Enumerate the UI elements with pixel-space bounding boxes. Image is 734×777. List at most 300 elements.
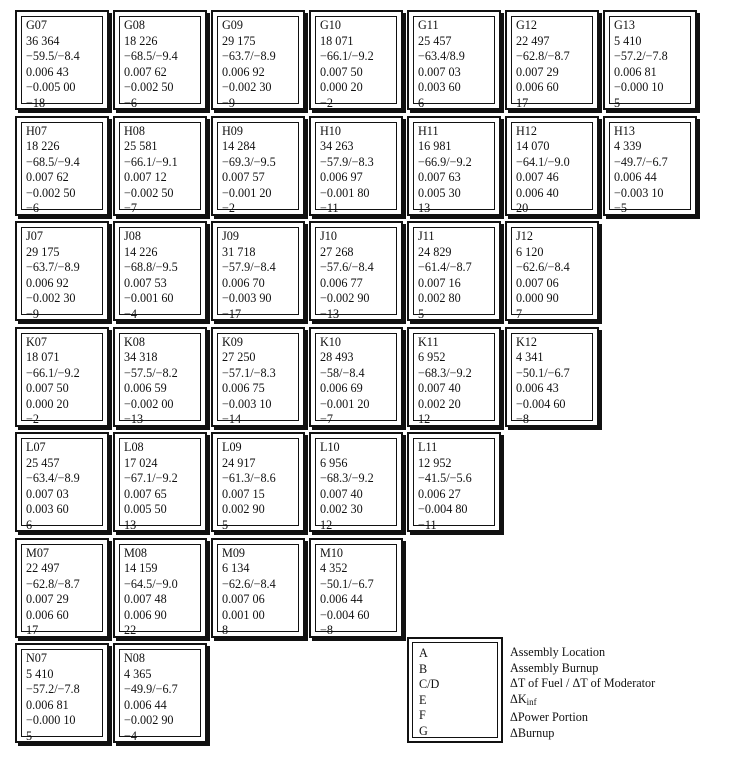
assembly-cell-inner — [21, 333, 103, 426]
assembly-cell — [15, 221, 109, 321]
assembly-value: −13 — [320, 306, 340, 321]
kinf-subscript: inf — [526, 696, 537, 707]
assembly-cell-inner — [217, 438, 299, 532]
assembly-value: 0.007 03 — [418, 64, 461, 79]
assembly-value: 0.007 65 — [124, 486, 167, 501]
assembly-value: 14 159 — [124, 561, 158, 575]
assembly-value: 0.006 44 — [320, 592, 363, 606]
assembly-cell — [211, 432, 305, 532]
assembly-value: −57.9/−8.3 — [320, 154, 374, 169]
assembly-cell-inner — [217, 544, 299, 637]
assembly-value: −0.004 80 — [418, 502, 468, 516]
assembly-cell — [309, 221, 403, 321]
assembly-cell-inner — [21, 649, 103, 743]
assembly-cell — [407, 10, 501, 110]
assembly-cell — [407, 432, 501, 532]
assembly-location: H09 — [222, 123, 243, 138]
assembly-cell — [309, 327, 403, 427]
assembly-value: −0.002 90 — [320, 291, 370, 305]
assembly-value: 0.007 03 — [26, 486, 69, 501]
assembly-value: 0.007 06 — [222, 592, 265, 606]
assembly-value: 17 — [26, 623, 39, 637]
assembly-value: 0.007 40 — [320, 486, 363, 501]
assembly-value: 0.007 16 — [418, 275, 461, 290]
assembly-cell — [113, 432, 207, 532]
assembly-value: −11 — [418, 517, 437, 532]
assembly-location: M07 — [26, 545, 50, 560]
assembly-value: 18 071 — [320, 33, 354, 48]
assembly-value: 14 070 — [516, 139, 550, 153]
assembly-value: −7 — [124, 201, 137, 215]
assembly-value: 0.007 29 — [516, 64, 559, 79]
assembly-map-grid — [15, 10, 701, 745]
assembly-value: −62.6/−8.4 — [222, 576, 276, 591]
assembly-location: K12 — [516, 334, 537, 349]
assembly-value: 0.006 60 — [26, 607, 69, 622]
assembly-value: −11 — [320, 201, 339, 215]
assembly-value: 6 — [418, 95, 425, 110]
legend-key-box — [407, 637, 503, 743]
assembly-location: N08 — [124, 651, 145, 665]
assembly-value: 0.007 62 — [124, 64, 167, 79]
assembly-value: −0.005 00 — [26, 80, 76, 94]
assembly-value: −0.002 90 — [124, 713, 174, 727]
assembly-value: 29 175 — [222, 33, 256, 48]
assembly-cell — [407, 116, 501, 216]
assembly-value: −63.7/−8.9 — [26, 260, 80, 274]
assembly-value: 5 — [222, 517, 229, 532]
assembly-cell-inner — [217, 122, 299, 215]
assembly-value: 0.006 69 — [320, 381, 363, 395]
assembly-cell — [505, 116, 599, 216]
assembly-value: −68.3/−9.2 — [418, 365, 472, 380]
assembly-value: −62.8/−8.7 — [26, 576, 80, 591]
assembly-value: 6 952 — [418, 350, 446, 364]
assembly-location: M09 — [222, 545, 246, 560]
assembly-cell-inner — [119, 544, 201, 637]
assembly-value: −9 — [26, 306, 39, 321]
assembly-value: 27 250 — [222, 350, 256, 364]
assembly-cell-inner — [21, 122, 103, 215]
assembly-value: 0.006 43 — [516, 381, 559, 395]
legend-desc-kinf — [510, 692, 655, 711]
assembly-value: −7 — [320, 412, 333, 426]
assembly-value: 0.000 20 — [26, 396, 69, 411]
assembly-value: 13 — [418, 201, 431, 215]
assembly-value: −57.1/−8.3 — [222, 365, 276, 380]
assembly-value: −0.004 60 — [320, 607, 370, 622]
assembly-value: 0.006 77 — [320, 275, 363, 290]
assembly-cell-inner — [609, 16, 691, 110]
assembly-cell — [603, 10, 697, 110]
assembly-value: −50.1/−6.7 — [320, 576, 374, 591]
assembly-location: K11 — [418, 334, 439, 349]
assembly-value: 0.007 63 — [418, 170, 461, 184]
assembly-cell-inner — [119, 333, 201, 426]
assembly-value: 0.006 92 — [26, 275, 69, 290]
assembly-value: 18 226 — [124, 33, 158, 48]
assembly-value: −64.5/−9.0 — [124, 576, 178, 591]
legend-desc-location: Assembly Location — [510, 645, 606, 659]
assembly-location: L11 — [418, 440, 438, 454]
assembly-cell — [113, 643, 207, 743]
assembly-value: −17 — [222, 306, 242, 321]
assembly-value: −8 — [320, 623, 333, 637]
assembly-value: 0.007 46 — [516, 170, 559, 184]
assembly-value: 0.006 44 — [614, 170, 657, 184]
assembly-location: G07 — [26, 18, 47, 32]
assembly-cell — [309, 10, 403, 110]
assembly-value: 6 956 — [320, 455, 348, 470]
assembly-value: −59.5/−8.4 — [26, 49, 80, 63]
assembly-value: 4 365 — [124, 666, 152, 681]
assembly-value: −66.1/−9.2 — [320, 49, 374, 63]
assembly-value: −41.5/−5.6 — [418, 471, 472, 485]
assembly-value: 0.007 40 — [418, 381, 461, 395]
assembly-value: 4 352 — [320, 561, 348, 575]
assembly-location: K08 — [124, 334, 145, 349]
legend-key: A — [419, 646, 428, 660]
assembly-value: 0.006 43 — [26, 64, 69, 79]
assembly-value: 0.006 60 — [516, 80, 559, 94]
assembly-value: 0.007 12 — [124, 170, 167, 184]
assembly-value: 28 493 — [320, 350, 354, 364]
assembly-cell — [407, 327, 501, 427]
assembly-cell — [15, 327, 109, 427]
assembly-value: 5 410 — [26, 666, 54, 681]
assembly-value: 0.007 50 — [26, 381, 69, 395]
assembly-cell-inner — [21, 438, 103, 532]
assembly-value: 0.000 20 — [320, 80, 363, 94]
assembly-cell-inner — [315, 544, 397, 637]
assembly-value: 8 — [222, 623, 229, 637]
assembly-value: −0.004 60 — [516, 396, 566, 411]
legend-key-inner — [412, 642, 498, 738]
assembly-value: −63.7/−8.9 — [222, 49, 276, 63]
assembly-value: 18 071 — [26, 350, 60, 364]
assembly-value: −66.9/−9.2 — [418, 154, 472, 169]
assembly-cell — [505, 221, 599, 321]
assembly-value: −14 — [222, 412, 242, 426]
assembly-value: 4 341 — [516, 350, 544, 364]
assembly-location: L10 — [320, 440, 340, 454]
assembly-value: −68.5/−9.4 — [124, 49, 178, 63]
assembly-value: −57.2/−7.8 — [614, 49, 668, 63]
assembly-value: 0.007 48 — [124, 592, 167, 606]
assembly-cell-inner — [315, 333, 397, 426]
assembly-value: 0.001 00 — [222, 607, 265, 622]
assembly-value: 5 410 — [614, 33, 642, 48]
assembly-cell — [603, 116, 697, 216]
assembly-location: M08 — [124, 545, 148, 560]
assembly-value: −0.001 20 — [320, 396, 370, 411]
assembly-cell — [309, 538, 403, 638]
assembly-value: 22 497 — [26, 561, 60, 575]
assembly-value: 0.007 62 — [26, 170, 69, 184]
assembly-value: −9 — [222, 95, 235, 110]
assembly-value: 0.006 97 — [320, 170, 363, 184]
assembly-value: 6 120 — [516, 244, 544, 259]
assembly-value: 34 263 — [320, 139, 354, 153]
assembly-cell — [505, 10, 599, 110]
assembly-value: 0.007 06 — [516, 275, 559, 290]
assembly-cell — [15, 10, 109, 110]
assembly-cell-inner — [511, 333, 593, 426]
assembly-value: 31 718 — [222, 244, 256, 259]
assembly-value: 0.006 81 — [614, 64, 657, 79]
assembly-value: −62.6/−8.4 — [516, 260, 570, 274]
assembly-value: −67.1/−9.2 — [124, 471, 178, 485]
assembly-value: 5 — [26, 728, 33, 743]
assembly-value: −0.001 20 — [222, 185, 272, 200]
assembly-value: 4 339 — [614, 139, 642, 153]
assembly-cell — [15, 432, 109, 532]
assembly-value: −4 — [124, 728, 137, 743]
assembly-value: −2 — [222, 201, 235, 215]
legend-desc-power: ΔPower Portion — [510, 710, 588, 725]
assembly-value: −5 — [614, 201, 627, 215]
assembly-location: J12 — [516, 229, 533, 243]
assembly-value: 6 134 — [222, 561, 250, 575]
assembly-value: −64.1/−9.0 — [516, 154, 570, 169]
assembly-value: 0.002 90 — [222, 502, 265, 516]
assembly-value: 7 — [516, 306, 523, 321]
assembly-value: −49.7/−6.7 — [614, 154, 668, 169]
assembly-value: 0.006 70 — [222, 275, 265, 290]
assembly-location: K10 — [320, 334, 341, 349]
assembly-value: −58/−8.4 — [320, 365, 365, 380]
assembly-value: −8 — [516, 412, 529, 426]
assembly-cell — [113, 327, 207, 427]
assembly-value: −0.002 50 — [124, 80, 174, 94]
assembly-value: 14 226 — [124, 244, 158, 259]
assembly-value: 0.007 50 — [320, 64, 363, 79]
assembly-location: G11 — [418, 18, 439, 32]
assembly-value: −0.002 30 — [222, 80, 272, 94]
assembly-location: L07 — [26, 440, 46, 454]
assembly-cell-inner — [413, 122, 495, 215]
assembly-value: 6 — [26, 517, 33, 532]
assembly-location: H08 — [124, 123, 145, 138]
assembly-location: M10 — [320, 545, 344, 560]
assembly-cell — [113, 116, 207, 216]
assembly-cell — [211, 116, 305, 216]
assembly-value: −68.5/−9.4 — [26, 154, 80, 169]
assembly-cell-inner — [119, 16, 201, 110]
assembly-value: 12 952 — [418, 455, 452, 470]
assembly-value: 29 175 — [26, 244, 60, 259]
assembly-cell — [309, 116, 403, 216]
assembly-cell — [505, 327, 599, 427]
legend-desc-burnup: Assembly Burnup — [510, 660, 599, 675]
assembly-cell-inner — [315, 16, 397, 110]
assembly-cell-inner — [413, 16, 495, 110]
assembly-value: −49.9/−6.7 — [124, 682, 178, 696]
legend-key: C/D — [419, 677, 440, 692]
legend-key: E — [419, 692, 427, 707]
assembly-cell-inner — [21, 544, 103, 637]
assembly-location: H11 — [418, 123, 439, 138]
assembly-value: 0.003 60 — [418, 80, 461, 94]
assembly-value: 0.006 75 — [222, 381, 265, 395]
legend-key: B — [419, 661, 428, 676]
assembly-cell-inner — [609, 122, 691, 215]
assembly-value: 0.005 50 — [124, 502, 167, 516]
assembly-location: H07 — [26, 123, 47, 138]
assembly-value: −0.003 90 — [222, 291, 272, 305]
assembly-value: 17 024 — [124, 455, 158, 470]
assembly-location: J09 — [222, 229, 239, 243]
assembly-value: −0.000 10 — [614, 80, 664, 94]
assembly-value: 36 364 — [26, 33, 60, 48]
assembly-value: 24 829 — [418, 244, 452, 259]
assembly-value: 0.006 90 — [124, 607, 167, 622]
assembly-value: −6 — [124, 95, 137, 110]
assembly-value: 13 — [124, 517, 137, 532]
assembly-value: 0.007 53 — [124, 275, 167, 290]
assembly-value: −57.6/−8.4 — [320, 260, 374, 274]
assembly-value: −6 — [26, 201, 39, 215]
assembly-location: H12 — [516, 123, 537, 138]
assembly-location: K07 — [26, 334, 47, 349]
assembly-value: 0.007 29 — [26, 592, 69, 606]
assembly-value: 0.006 27 — [418, 486, 461, 501]
assembly-location: K09 — [222, 334, 243, 349]
assembly-value: 25 457 — [418, 33, 452, 48]
assembly-location: J07 — [26, 229, 43, 243]
legend-key: F — [419, 708, 426, 723]
assembly-location: J08 — [124, 229, 141, 243]
assembly-value: 20 — [516, 201, 529, 215]
assembly-location: G09 — [222, 18, 243, 32]
assembly-value: 12 — [320, 517, 333, 532]
assembly-value: 12 — [418, 412, 431, 426]
assembly-cell — [407, 221, 501, 321]
assembly-value: −13 — [124, 412, 144, 426]
assembly-cell-inner — [119, 227, 201, 321]
assembly-value: −62.8/−8.7 — [516, 49, 570, 63]
assembly-location: G10 — [320, 18, 341, 32]
assembly-value: −66.1/−9.2 — [26, 365, 80, 380]
assembly-cell-inner — [217, 333, 299, 426]
assembly-value: −69.3/−9.5 — [222, 154, 276, 169]
assembly-value: −0.003 10 — [222, 396, 272, 411]
assembly-value: −0.001 80 — [320, 185, 370, 200]
assembly-cell — [211, 221, 305, 321]
assembly-value: 25 581 — [124, 139, 158, 153]
assembly-value: −63.4/8.9 — [418, 49, 465, 63]
assembly-location: G08 — [124, 18, 145, 32]
assembly-value: −68.8/−9.5 — [124, 260, 178, 274]
assembly-value: −18 — [26, 95, 46, 110]
assembly-location: G12 — [516, 18, 537, 32]
assembly-value: −0.001 60 — [124, 291, 174, 305]
assembly-cell-inner — [119, 649, 201, 743]
assembly-cell-inner — [511, 16, 593, 110]
assembly-cell-inner — [511, 122, 593, 215]
assembly-value: 25 457 — [26, 455, 60, 470]
assembly-cell-inner — [315, 122, 397, 215]
assembly-value: −0.002 00 — [124, 396, 174, 411]
assembly-value: −61.4/−8.7 — [418, 260, 472, 274]
assembly-cell-inner — [315, 227, 397, 321]
assembly-cell — [15, 538, 109, 638]
assembly-value: 18 226 — [26, 139, 60, 153]
assembly-value: 22 497 — [516, 33, 550, 48]
assembly-value: −4 — [124, 306, 137, 321]
assembly-value: −0.003 10 — [614, 185, 664, 200]
legend-desc-delta-burnup: ΔBurnup — [510, 725, 555, 740]
assembly-cell-inner — [413, 227, 495, 321]
assembly-value: 0.006 81 — [26, 697, 69, 712]
assembly-location: L08 — [124, 440, 144, 454]
assembly-value: 0.002 30 — [320, 502, 363, 516]
assembly-value: 27 268 — [320, 244, 354, 259]
assembly-cell-inner — [119, 122, 201, 215]
assembly-value: −57.9/−8.4 — [222, 260, 276, 274]
assembly-location: L09 — [222, 440, 242, 454]
assembly-cell-inner — [119, 438, 201, 532]
assembly-value: −0.002 50 — [26, 185, 76, 200]
assembly-value: 0.006 59 — [124, 381, 167, 395]
assembly-value: 34 318 — [124, 350, 158, 364]
kinf-symbol: ΔK — [510, 691, 527, 706]
assembly-location: H10 — [320, 123, 341, 138]
assembly-location: J11 — [418, 229, 435, 243]
assembly-value: −57.5/−8.2 — [124, 365, 178, 380]
assembly-value: 0.007 15 — [222, 486, 265, 501]
assembly-location: J10 — [320, 229, 337, 243]
assembly-value: 5 — [614, 95, 621, 110]
assembly-value: 0.006 92 — [222, 64, 265, 79]
assembly-cell-inner — [413, 438, 495, 532]
assembly-cell-inner — [21, 227, 103, 321]
assembly-value: −57.2/−7.8 — [26, 682, 80, 696]
assembly-value: 5 — [418, 306, 425, 321]
assembly-location: H13 — [614, 123, 635, 138]
assembly-value: −0.002 30 — [26, 291, 76, 305]
assembly-value: −63.4/−8.9 — [26, 471, 80, 485]
legend-key: G — [419, 723, 428, 738]
assembly-value: 0.006 44 — [124, 697, 167, 712]
assembly-value: −61.3/−8.6 — [222, 471, 276, 485]
assembly-value: 17 — [516, 95, 529, 110]
assembly-cell — [211, 327, 305, 427]
assembly-value: −0.000 10 — [26, 713, 76, 727]
assembly-cell — [113, 221, 207, 321]
assembly-value: 24 917 — [222, 455, 256, 470]
assembly-cell-inner — [217, 227, 299, 321]
assembly-value: −50.1/−6.7 — [516, 365, 570, 380]
assembly-value: −2 — [26, 412, 39, 426]
assembly-value: 0.006 40 — [516, 185, 559, 200]
assembly-cell-inner — [217, 16, 299, 110]
assembly-cell — [309, 432, 403, 532]
assembly-value: 0.002 20 — [418, 396, 461, 411]
assembly-cell-inner — [315, 438, 397, 532]
assembly-value: −66.1/−9.1 — [124, 154, 178, 169]
legend-desc-delta-t: ΔT of Fuel / ΔT of Moderator — [510, 676, 656, 691]
assembly-value: −0.002 50 — [124, 185, 174, 200]
assembly-location: N07 — [26, 651, 47, 665]
assembly-cell-inner — [511, 227, 593, 321]
assembly-value: −68.3/−9.2 — [320, 471, 374, 485]
assembly-value: 16 981 — [418, 139, 452, 153]
legend-descriptions — [510, 645, 655, 742]
assembly-value: −2 — [320, 95, 333, 110]
assembly-value: 0.007 57 — [222, 170, 265, 184]
assembly-cell — [15, 116, 109, 216]
